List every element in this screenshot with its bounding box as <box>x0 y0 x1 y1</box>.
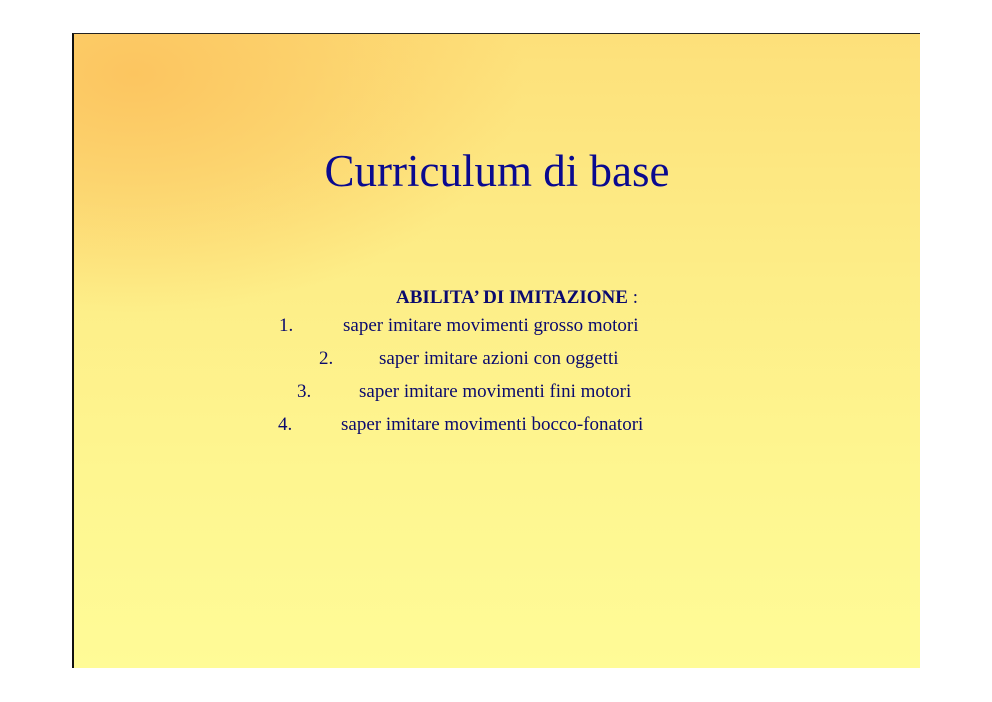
list-item-text: saper imitare movimenti fini motori <box>359 381 632 402</box>
slide-content <box>74 285 920 435</box>
list-item-number: 4. <box>278 414 293 435</box>
section-heading <box>114 285 920 311</box>
list-item-number: 3. <box>297 381 312 402</box>
list-item-text: saper imitare movimenti bocco-fonatori <box>341 414 644 435</box>
list-item-number: 1. <box>279 315 294 336</box>
slide <box>72 33 920 668</box>
slide-title: Curriculum di base <box>324 146 670 196</box>
list-item-text: saper imitare azioni con oggetti <box>379 348 619 369</box>
section-heading-colon: : <box>627 287 638 308</box>
section-heading-label: ABILITA’ DI IMITAZIONE <box>396 287 628 308</box>
list-item-number: 2. <box>319 348 334 369</box>
list-item-text: saper imitare movimenti grosso motori <box>343 315 639 336</box>
